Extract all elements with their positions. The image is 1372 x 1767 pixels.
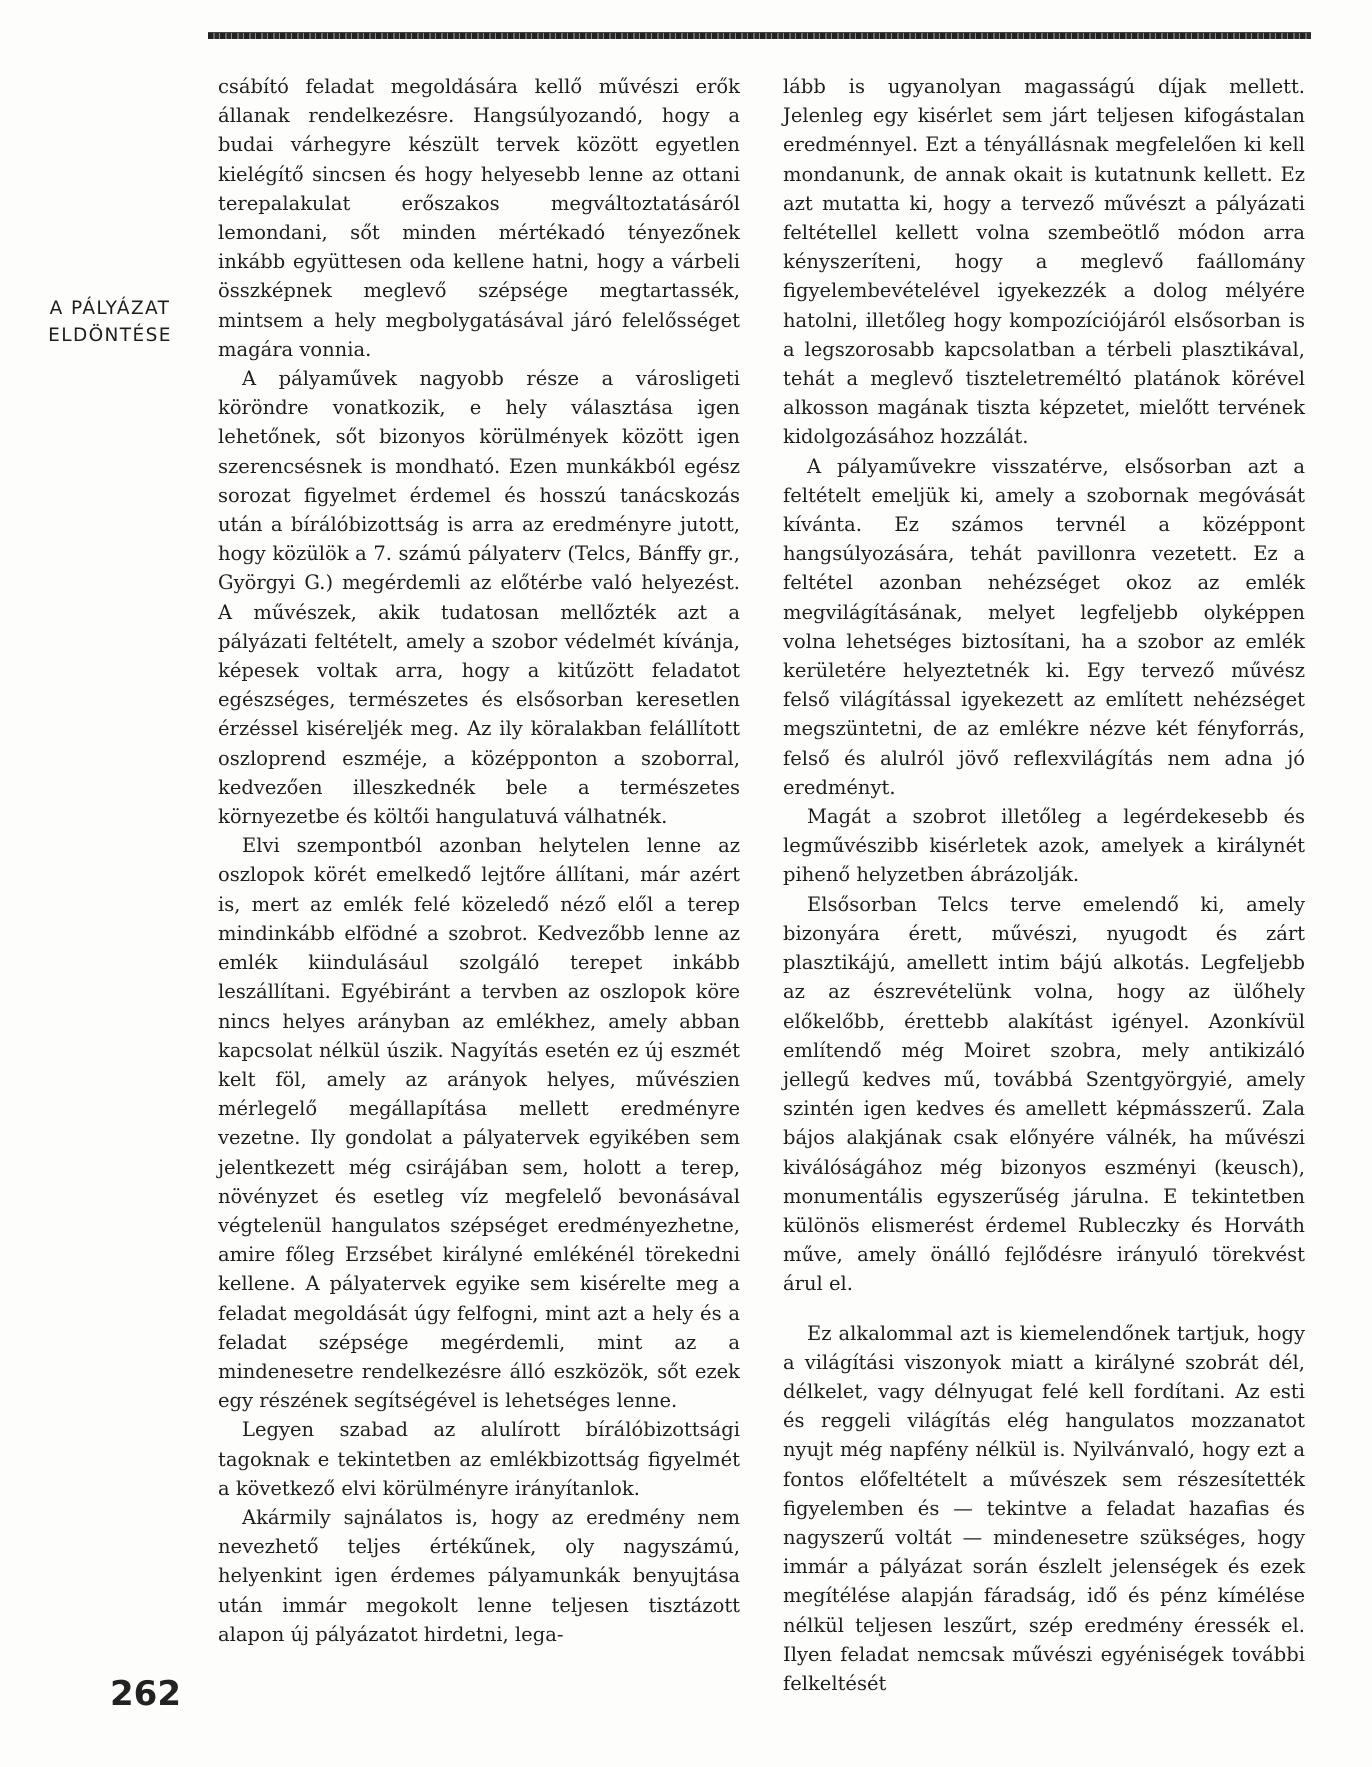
- paragraph: A pályaművek nagyobb része a városligeti köröndre vonatkozik, e hely választása igen lehetőnek, sőt bizonyos körülmények között igen szerencsésnek is mondható. Ezen munkákból egész sorozat figyelmet érdemel és hosszú tanácskozás után a bírálóbizottság is arra az eredményre jutott, hogy közülök a 7. számú pályaterv (Telcs, Bánffy gr., Györgyi G.) megérdemli az előtérbe való helyezést. A művészek, akik tudatosan mellőzték azt a pályázati feltételt, amely a szobor védelmét kívánja, képesek voltak arra, hogy a kitűzött feladatot egészséges, természetes és elsősorban keresetlen érzéssel kiséreljék meg. Az ily köralakban felállított oszloprend eszméje, a középponton a szoborral, kedvezően illeszkednék bele a természetes környezetbe és költői hangulatuvá válhatnék.: [218, 367, 740, 829]
- paragraph: csábító feladat megoldására kellő művészi erők állanak rendelkezésre. Hangsúlyozandó, hogy a budai várhegyre készült tervek között egyetlen kielégítő sincsen és hogy helyesebb lenne az ottani terepalakulat erőszakos megváltoztatásáról lemondani, sőt minden mértékadó tényezőnek inkább együttesen oda kellene hatni, hogy a várbeli összképnek meglevő szépsége megtartassék, mintsem a hely megbolygatásával járó felelősséget magára vonnia.: [218, 75, 740, 361]
- page-number: 262: [110, 1674, 181, 1714]
- text-column-left: [218, 72, 740, 1649]
- ornamental-header-rule: [208, 32, 1311, 39]
- marginal-section-title: A PÁLYÁZAT ELDÖNTÉSE: [48, 298, 172, 346]
- text-column-right: [783, 72, 1305, 1698]
- paragraph: Magát a szobrot illetőleg a legérdekesebb és legművészibb kisérletek azok, amelyek a királynét pihenő helyzetben ábrázolják.: [783, 805, 1305, 887]
- paragraph: Elsősorban Telcs terve emelendő ki, amely bizonyára érett, művészi, nyugodt és zárt plasztikájú, amellett intim bájú alkotás. Legfeljebb az az észrevételünk volna, hogy az ülőhely előkelőbb, érettebb alakítást igényel. Azonkívül említendő még Moiret szobra, mely antikizáló jellegű kedves mű, továbbá Szentgyörgyié, amely szintén igen kedves és amellett képmásszerű. Zala bájos alakjának csak előnyére válnék, ha művészi kiválóságához még bizonyos eszményi (keusch), monumentális egyszerűség járulna. E tekintetben különös elismerést érdemel Rubleczky és Horváth műve, amely önálló fejlődésre irányuló törekvést árul el.: [783, 892, 1305, 1296]
- paragraph: Akármily sajnálatos is, hogy az eredmény nem nevezhető teljes értékűnek, oly nagyszámú, helyenkint igen érdemes pályamunkák benyujtása után immár megokolt lenne teljesen tisztázott alapon új pályázatot hirdetni, lega-: [218, 1505, 740, 1646]
- paragraph: Ez alkalommal azt is kiemelendőnek tartjuk, hogy a világítási viszonyok miatt a királyné szobrát dél, délkelet, vagy délnyugat felé kell fordítani. Az esti és reggeli világítás elég hangulatos mozzanatot nyujt még napfény nélkül is. Nyilvánvaló, hogy ezt a fontos előfeltételt a művészek sem részesítették figyelemben és — tekintve a feladat hazafias és nagyszerű voltát — mindenesetre szükséges, hogy immár a pályázat során észlelt jelenségek és ezek megítélése alapján fáradság, idő és pénz kímélése nélkül teljesen leszűrt, szép eredmény éressék el. Ilyen feladat nemcsak művészi egyéniségek további felkeltését: [783, 1321, 1305, 1695]
- paragraph: Elvi szempontból azonban helytelen lenne az oszlopok körét emelkedő lejtőre állítani, már azért is, mert az emlék felé közeledő néző elől a terep mindinkább elfödné a szobrot. Kedvezőbb lenne az emlék kiindulásául szolgáló terepet inkább leszállítani. Egyébiránt a tervben az oszlopok köre nincs helyes arányban az emlékhez, amely abban kapcsolat nélkül úszik. Nagyítás esetén ez új eszmét kelt föl, amely az arányok helyes, művészien mérlegelő megállapítása mellett eredményre vezetne. Ily gondolat a pályatervek egyikében sem jelentkezett még csirájában sem, holott a terep, növényzet és esetleg víz megfelelő bevonásával végtelenül hangulatos szépséget eredményezhetne, amire főleg Erzsébet királyné emlékénél törekedni kellene. A pályatervek egyike sem kisérelte meg a feladat megoldását úgy felfogni, mint azt a hely és a feladat szépsége megérdemli, mint az a mindenesetre rendelkezésre álló eszközök, sőt ezek egy részének segítségével is lehetséges lenne.: [218, 834, 740, 1413]
- paragraph: Legyen szabad az alulírott bírálóbizottsági tagoknak e tekintetben az emlékbizottság figyelmét a következő elvi körülményre irányítanlok.: [218, 1418, 740, 1500]
- paragraph: A pályaművekre visszatérve, elsősorban azt a feltételt emeljük ki, amely a szobornak megóvását kívánta. Ez számos tervnél a középpont hangsúlyozására, tehát pavillonra vezetett. Ez a feltétel azonban nehézséget okoz az emlék megvilágításának, melyet legfeljebb olyképpen volna lehetséges biztosítani, ha a szobor az emlék kerületére helyeztetnék ki. Egy tervező művész felső világítással igyekezett az említett nehézséget megszüntetni, de az emlékre nézve két fényforrás, felső és alulról jövő reflexvilágítás nem adna jó eredményt.: [783, 454, 1305, 799]
- paragraph: lább is ugyanolyan magasságú díjak mellett. Jelenleg egy kisérlet sem járt teljesen kifogástalan eredménnyel. Ezt a tényállásnak megfelelően ki kell mondanunk, de annak okait is kutatnunk kellett. Ez azt mutatta ki, hogy a tervező művészt a pályázati feltétellel kellett volna szembeötlő módon arra kényszeríteni, hogy a meglevő faállomány figyelembevételével igyekezzék a dolog mélyére hatolni, illetőleg hogy kompozíciójáról elsősorban is a legszorosabb kapcsolatban a térbeli plasztikával, tehát a meglevő tiszteletreméltó platánok körével alkosson magának tiszta képzetet, mielőtt tervének kidolgozásához hozzálát.: [783, 75, 1305, 449]
